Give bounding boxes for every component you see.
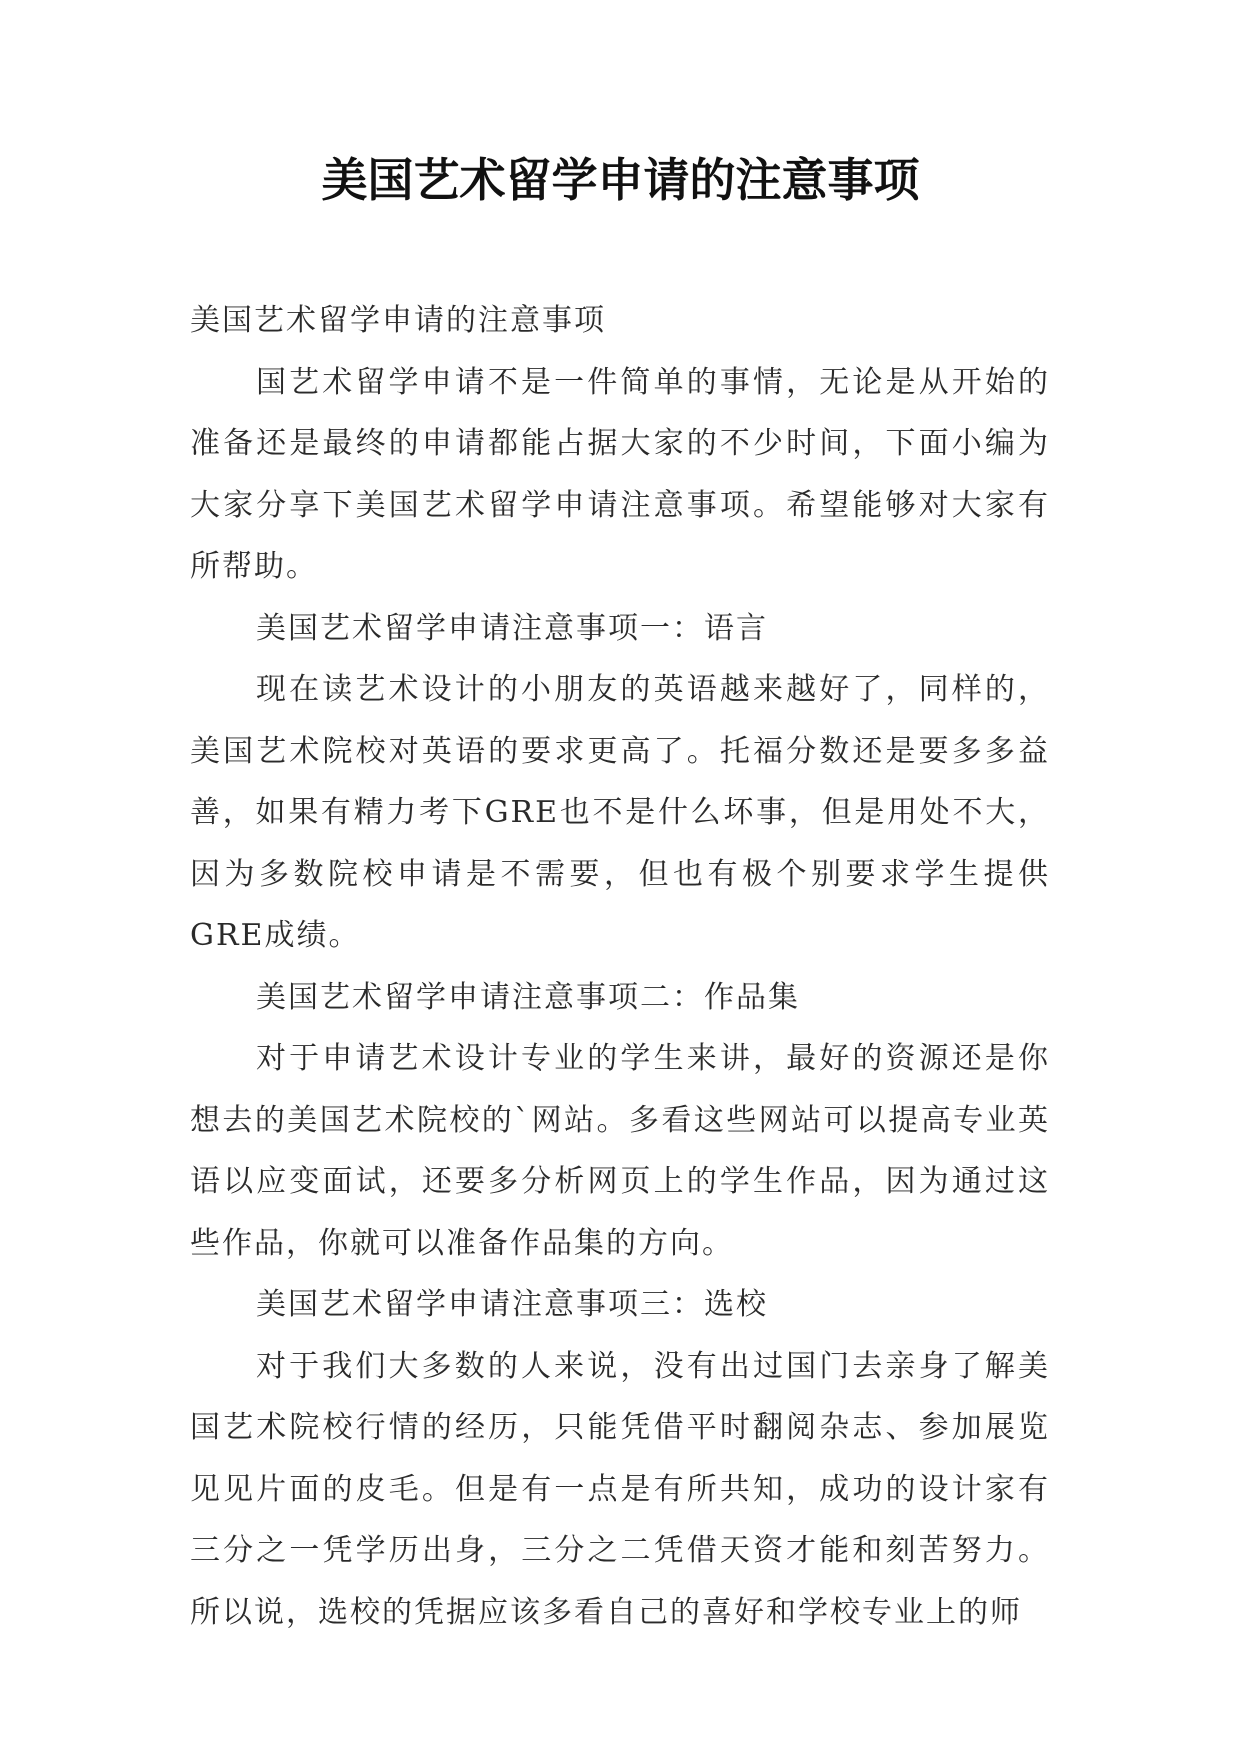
subtitle-line: 美国艺术留学申请的注意事项 bbox=[190, 303, 606, 338]
section-heading-language: 美国艺术留学申请注意事项一：语言 bbox=[256, 610, 768, 646]
document-body bbox=[190, 290, 1050, 1643]
document-title: 美国艺术留学申请的注意事项 bbox=[321, 153, 920, 207]
language-paragraph: 现在读艺术设计的小朋友的英语越来越好了，同样的，美国艺术院校对英语的要求更高了。托福分数还是要多多益善，如果有精力考下GRE也不是什么坏事，但是用处不大，因为多数院校申请是不需要，但也有极个别要求学生提供GRE成绩。 bbox=[190, 672, 1050, 953]
section-heading-school-selection: 美国艺术留学申请注意事项三：选校 bbox=[256, 1287, 768, 1322]
school-selection-paragraph: 对于我们大多数的人来说，没有出过国门去亲身了解美国艺术院校行情的经历，只能凭借平时翻阅杂志、参加展览见见片面的皮毛。但是有一点是有所共知，成功的设计家有三分之一凭学历出身，三分之二凭借天资才能和刻苦努力。所以说，选校的凭据应该多看自己的喜好和学校专业上的师 bbox=[190, 1348, 1050, 1630]
section-heading-portfolio: 美国艺术留学申请注意事项二：作品集 bbox=[256, 979, 800, 1015]
portfolio-paragraph: 对于申请艺术设计专业的学生来讲，最好的资源还是你想去的美国艺术院校的`网站。多看这些网站可以提高专业英语以应变面试，还要多分析网页上的学生作品，因为通过这些作品，你就可以准备作品集的方向。 bbox=[190, 1041, 1050, 1261]
intro-paragraph: 国艺术留学申请不是一件简单的事情，无论是从开始的准备还是最终的申请都能占据大家的不少时间，下面小编为大家分享下美国艺术留学申请注意事项。希望能够对大家有所帮助。 bbox=[190, 364, 1050, 584]
